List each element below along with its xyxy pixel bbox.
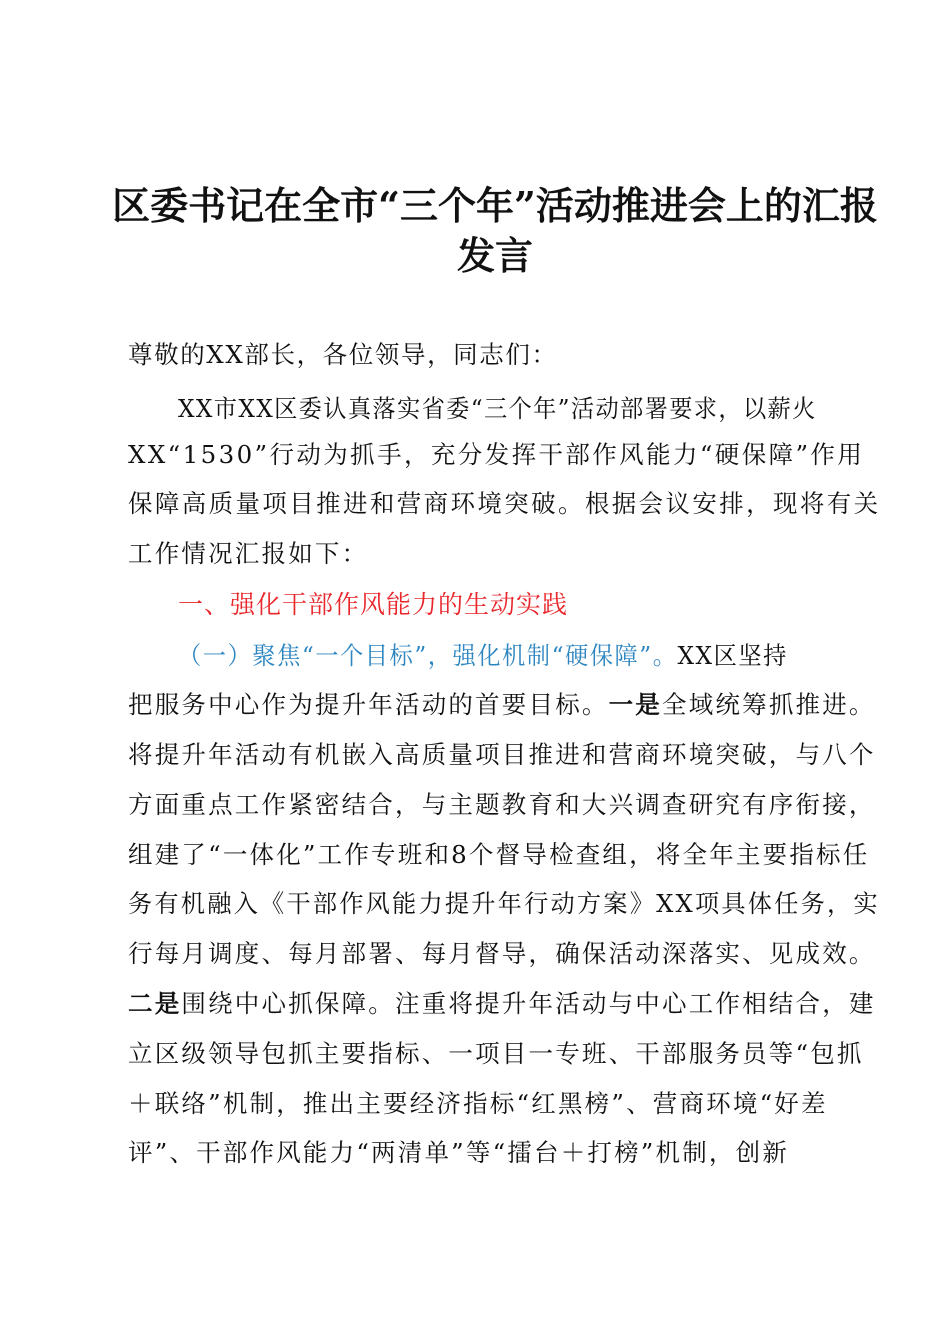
body-line-1-tail: XX区坚持 [677,641,788,670]
body-line-2-tail: 全域统筹抓推进。 [662,690,876,719]
body-line-1 [178,639,880,673]
section-heading-1: 一、强化干部作风能力的生动实践 [178,590,569,619]
body-line-11: 评”、干部作风能力“两清单”等“擂台＋打榜”机制，创新 [128,1138,790,1167]
point-two-label: 二是 [128,989,182,1018]
body-line-2 [128,688,876,722]
body-line-10: ＋联络”机制，推出主要经济指标“红黑榜”、营商环境“好差 [128,1089,828,1118]
body-line-9: 立区级领导包抓主要指标、一项目一专班、干部服务员等“包抓 [128,1039,864,1068]
intro-line-4: 工作情况汇报如下： [128,539,369,568]
intro-line-3: 保障高质量项目推进和营商环境突破。根据会议安排，现将有关 [128,489,881,518]
body-line-5: 组建了“一体化”工作专班和8个督导检查组，将全年主要指标任 [128,840,870,869]
document-title-line1: 区委书记在全市“三个年”活动推进会上的汇报 [112,183,878,228]
document-title-line2: 发言 [456,233,533,278]
body-line-3: 将提升年活动有机嵌入高质量项目推进和营商环境突破，与八个 [128,740,876,769]
body-line-8 [128,987,876,1021]
body-line-7: 行每月调度、每月部署、每月督导，确保活动深落实、见成效。 [128,939,876,968]
body-line-2-text: 把服务中心作为提升年活动的首要目标。 [128,690,609,719]
subsection-heading-1: （一）聚焦“一个目标”，强化机制“硬保障”。 [178,641,678,670]
intro-line-1: XX市XX区委认真落实省委“三个年”活动部署要求，以薪火 [178,394,817,423]
intro-line-2: XX“1530”行动为抓手，充分发挥干部作风能力“硬保障”作用 [128,440,865,469]
body-line-4: 方面重点工作紧密结合，与主题教育和大兴调查研究有序衔接， [128,790,876,819]
body-line-6: 务有机融入《干部作风能力提升年行动方案》XX项具体任务，实 [128,889,880,918]
salutation: 尊敬的XX部长，各位领导，同志们： [128,340,558,369]
point-one-label: 一是 [608,690,663,719]
body-line-8-tail: 围绕中心抓保障。注重将提升年活动与中心工作相结合，建 [181,989,876,1018]
